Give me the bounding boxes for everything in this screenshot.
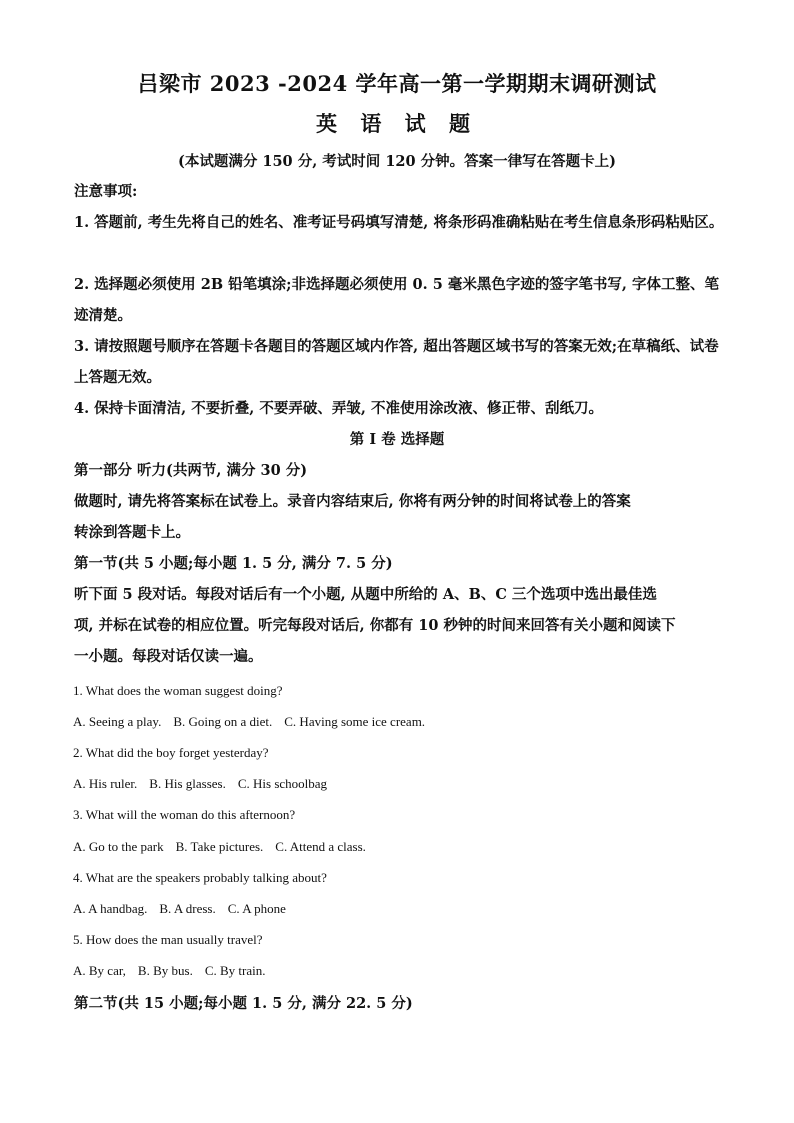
section-two-title: 第二节(共 15 小题;每小题 1. 5 分, 满分 22. 5 分): [74, 995, 413, 1012]
question-3: 3. What will the woman do this afternoon?: [73, 807, 296, 822]
option-a: A. Seeing a play.: [73, 714, 162, 729]
section-one-directions-line-3: 一小题。每段对话仅读一遍。: [74, 648, 263, 665]
option-c: C. Attend a class.: [275, 839, 366, 854]
section-one-title: 第一节(共 5 小题;每小题 1. 5 分, 满分 7. 5 分): [74, 555, 393, 572]
instructions-heading: 注意事项:: [74, 183, 138, 200]
instruction-item-2: 2. 选择题必须使用 2B 铅笔填涂;非选择题必须使用 0. 5 毫米黑色字迹的签字笔书写, 字体工整、笔迹清楚。: [74, 276, 719, 324]
option-a: A. By car,: [73, 963, 126, 978]
subject-title: 英 语 试 题: [316, 111, 478, 136]
option-a: A. Go to the park: [73, 839, 164, 854]
question-3-options: [73, 839, 366, 855]
option-c: C. His schoolbag: [237, 776, 328, 791]
option-b: B. By bus.: [137, 963, 193, 978]
instruction-item-1: 1. 答题前, 考生先将自己的姓名、准考证号码填写清楚, 将条形码准确粘贴在考生信息条形码粘贴区。: [74, 214, 724, 231]
question-5: 5. How does the man usually travel?: [73, 932, 263, 947]
option-a: A. A handbag.: [73, 901, 148, 916]
option-b: B. Take pictures.: [175, 839, 264, 854]
instruction-item-4: 4. 保持卡面清洁, 不要折叠, 不要弄破、弄皱, 不准使用涂改液、修正带、刮纸刀。: [74, 400, 603, 417]
part-one-title: 第一部分 听力(共两节, 满分 30 分): [74, 462, 308, 479]
option-a: A. His ruler.: [73, 776, 138, 791]
question-4-options: [73, 901, 286, 917]
option-c: C. By train.: [204, 963, 266, 978]
question-1-options: [73, 714, 425, 730]
option-c: C. A phone: [227, 901, 286, 916]
part-one-intro-line-1: 做题时, 请先将答案标在试卷上。录音内容结束后, 你将有两分钟的时间将试卷上的答案: [74, 493, 631, 510]
instruction-item-3: 3. 请按照题号顺序在答题卡各题目的答题区域内作答, 超出答题区域书写的答案无效;在草稿纸、试卷上答题无效。: [74, 338, 719, 386]
question-1: 1. What does the woman suggest doing?: [73, 683, 283, 698]
section-one-directions-line-1: 听下面 5 段对话。每段对话后有一个小题, 从题中所给的 A、B、C 三个选项中选出最佳选: [74, 586, 657, 603]
exam-title: 吕梁市 2023 -2024 学年高一第一学期期末调研测试: [137, 71, 657, 96]
question-2-options: [73, 776, 327, 792]
option-b: B. Going on a diet.: [173, 714, 273, 729]
part-one-intro-line-2: 转涂到答题卡上。: [74, 524, 190, 541]
option-c: C. Having some ice cream.: [284, 714, 426, 729]
question-4: 4. What are the speakers probably talking about?: [73, 870, 327, 885]
exam-note: (本试题满分 150 分, 考试时间 120 分钟。答案一律写在答题卡上): [177, 153, 617, 170]
question-5-options: [73, 963, 266, 979]
volume-title: 第 I 卷 选择题: [349, 431, 445, 448]
question-2: 2. What did the boy forget yesterday?: [73, 745, 269, 760]
option-b: B. A dress.: [159, 901, 216, 916]
section-one-directions-line-2: 项, 并标在试卷的相应位置。听完每段对话后, 你都有 10 秒钟的时间来回答有关小题和阅读下: [74, 617, 676, 634]
option-b: B. His glasses.: [149, 776, 226, 791]
